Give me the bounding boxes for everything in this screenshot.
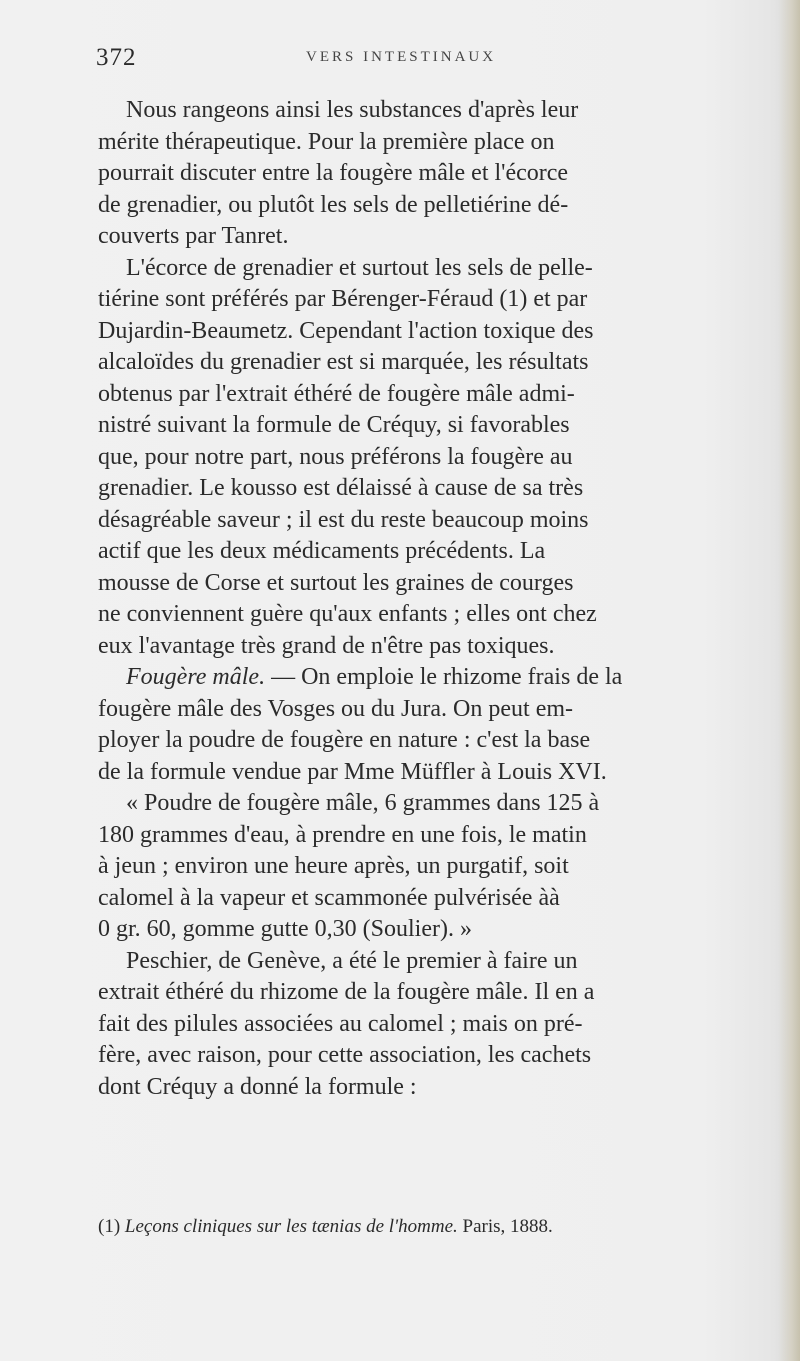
text-line: ployer la poudre de fougère en nature : c'est la base: [98, 727, 591, 753]
text-line: 0 gr. 60, gomme gutte 0,30 (Soulier). »: [98, 916, 472, 942]
text-line: 180 grammes d'eau, à prendre en une fois, le matin: [98, 821, 587, 848]
footnote-marker: (1): [98, 1216, 121, 1237]
text-line: couverts par Tanret.: [98, 223, 289, 249]
footnote-rest: Paris, 1888.: [457, 1216, 553, 1237]
footnote: [98, 1216, 778, 1238]
text-line: Nous rangeons ainsi les substances d'après leur: [126, 97, 579, 123]
text-line: pourrait discuter entre la fougère mâle et l'écorce: [98, 160, 569, 186]
running-head: VERS INTESTINAUX: [306, 49, 497, 65]
text-line: extrait éthéré du rhizome de la fougère mâle. Il en a: [98, 979, 595, 1005]
text-line: « Poudre de fougère mâle, 6 grammes dans 125 à: [126, 790, 600, 816]
text-line: de la formule vendue par Mme Müffler à Louis XVI.: [98, 758, 607, 785]
text-line: tiérine sont préférés par Bérenger-Féraud (1) et par: [98, 286, 588, 312]
paragraph-4: [98, 788, 798, 946]
text-line: alcaloïdes du grenadier est si marquée, les résultats: [98, 349, 589, 375]
text-line: Peschier, de Genève, a été le premier à faire un: [126, 947, 578, 974]
text-line: grenadier. Le kousso est délaissé à cause de sa très: [98, 475, 584, 501]
paragraph-5: [98, 946, 798, 1104]
text-line: de grenadier, ou plutôt les sels de pelletiérine dé-: [98, 191, 569, 218]
paragraph-3: [98, 662, 798, 788]
page-header: [96, 44, 736, 74]
text-line: nistré suivant la formule de Créquy, si favorables: [98, 412, 570, 438]
text-line: actif que les deux médicaments précédents. La: [98, 538, 546, 564]
text-line: mérite thérapeutique. Pour la première place on: [98, 128, 555, 155]
paragraph-2: [98, 253, 798, 663]
text-line: fougère mâle des Vosges ou du Jura. On peut em-: [98, 695, 574, 722]
text-line: dont Créquy a donné la formule :: [98, 1073, 417, 1100]
text-line: Dujardin-Beaumetz. Cependant l'action toxique des: [98, 317, 594, 344]
section-title: Fougère mâle.: [126, 664, 266, 690]
text-line: L'écorce de grenadier et surtout les sels de pelle-: [126, 254, 593, 281]
text-line: [98, 662, 798, 694]
page-number: 372: [96, 44, 137, 71]
text-span: — On emploie le rhizome frais de la: [265, 664, 623, 690]
text-line: ne conviennent guère qu'aux enfants ; elles ont chez: [98, 601, 597, 627]
text-line: fait des pilules associées au calomel ; mais on pré-: [98, 1010, 583, 1037]
text-line: à jeun ; environ une heure après, un purgatif, soit: [98, 853, 569, 879]
text-line: fère, avec raison, pour cette association, les cachets: [98, 1042, 592, 1068]
footnote-title: Leçons cliniques sur les tænias de l'homme.: [124, 1216, 458, 1237]
text-line: calomel à la vapeur et scammonée pulvérisée àà: [98, 884, 560, 911]
body-text: [98, 95, 798, 1103]
text-line: que, pour notre part, nous préférons la fougère au: [98, 443, 573, 470]
text-line: mousse de Corse et surtout les graines de courges: [98, 569, 574, 596]
text-line: désagréable saveur ; il est du reste beaucoup moins: [98, 506, 589, 533]
text-line: obtenus par l'extrait éthéré de fougère mâle admi-: [98, 380, 575, 407]
paragraph-1: [98, 95, 798, 253]
text-line: eux l'avantage très grand de n'être pas toxiques.: [98, 632, 555, 659]
